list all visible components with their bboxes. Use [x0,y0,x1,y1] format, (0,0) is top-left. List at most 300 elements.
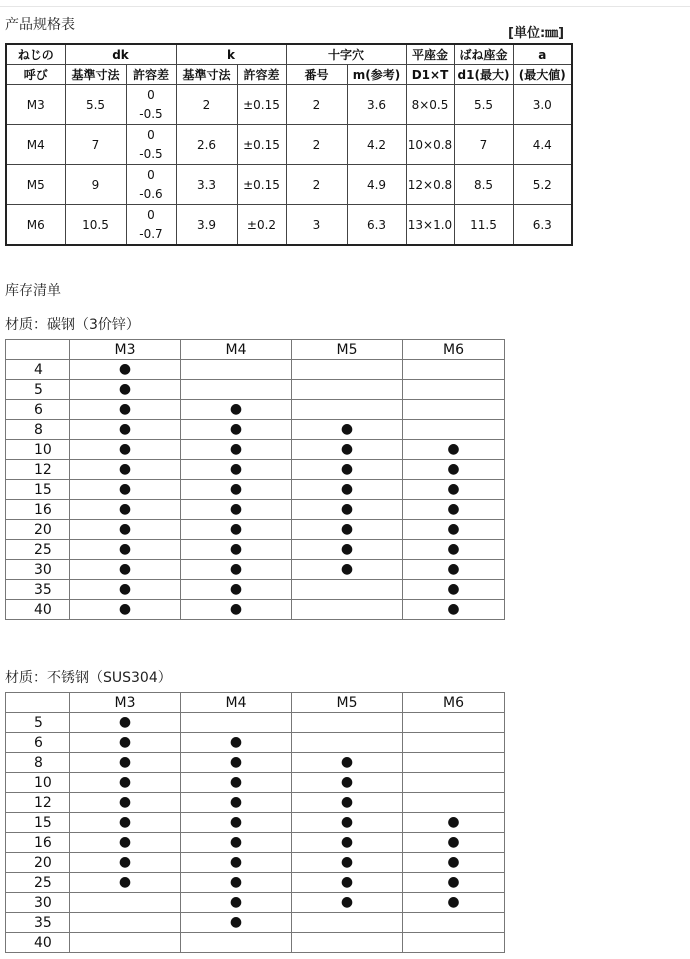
k-tolerance-cell: ±0.15 [237,85,286,125]
k-cell: 2 [176,85,237,125]
length-cell: 5 [6,713,70,733]
stock-cell [70,360,181,380]
inventory-row [6,520,505,540]
stock-cell [403,913,505,933]
stock-cell [181,520,292,540]
a-cell: 3.0 [513,85,572,125]
dk-cell: 9 [65,165,126,205]
in-stock-dot: ● [229,914,243,930]
inventory-row [6,580,505,600]
spec-header-cell: ばね座金 [454,44,513,65]
in-stock-dot: ● [447,441,460,457]
stock-cell [403,420,505,440]
in-stock-dot: ● [340,794,354,810]
recess-number-cell: 3 [286,205,347,246]
in-stock-dot: ● [229,441,243,457]
in-stock-dot: ● [340,754,354,770]
in-stock-dot: ● [229,481,243,497]
inventory-row [6,420,505,440]
spec-header-cell: 許容差 [237,65,286,85]
size-header-m6: M6 [403,340,505,360]
spec-header-cell: ねじの [6,44,65,65]
stock-cell [70,440,181,460]
in-stock-dot: ● [229,894,243,910]
recess-m-cell: 3.6 [347,85,406,125]
recess-m-cell: 4.2 [347,125,406,165]
stock-cell [70,580,181,600]
stock-cell [292,713,403,733]
spec-header-row-2 [6,65,572,85]
stainless-steel-inventory-table [5,692,505,953]
dk-tolerance-lower: -0.6 [139,186,163,201]
size-header-m3: M3 [70,340,181,360]
unit-label: [単位:㎜] [508,26,565,41]
stock-cell [403,813,505,833]
in-stock-dot: ● [447,461,460,477]
inventory-row [6,733,505,753]
stock-cell [181,480,292,500]
stock-cell [70,380,181,400]
in-stock-dot: ● [340,441,354,457]
stock-cell [403,380,505,400]
in-stock-dot: ● [229,774,243,790]
stock-cell [181,500,292,520]
stock-cell [181,380,292,400]
stock-cell [403,440,505,460]
in-stock-dot: ● [229,814,243,830]
length-cell: 10 [6,440,70,460]
inventory-row [6,500,505,520]
dk-cell: 7 [65,125,126,165]
stock-cell [292,753,403,773]
spec-title: 产品规格表 [5,17,75,33]
size-header-m5: M5 [292,340,403,360]
stock-cell [181,733,292,753]
recess-m-cell: 4.9 [347,165,406,205]
dk-tolerance-cell [126,125,176,165]
inventory-row [6,460,505,480]
stock-cell [292,793,403,813]
size-header-m4: M4 [181,693,292,713]
in-stock-dot: ● [447,561,460,577]
stock-cell [70,540,181,560]
k-tolerance-cell: ±0.15 [237,165,286,205]
stock-cell [181,400,292,420]
stock-cell [292,873,403,893]
inventory-row [6,440,505,460]
stock-cell [403,793,505,813]
stock-cell [403,733,505,753]
in-stock-dot: ● [340,561,354,577]
in-stock-dot: ● [340,541,354,557]
in-stock-dot: ● [340,854,354,870]
length-cell: 4 [6,360,70,380]
spec-header-cell: 呼び [6,65,65,85]
in-stock-dot: ● [229,421,243,437]
k-cell: 2.6 [176,125,237,165]
dk-tolerance-cell [126,85,176,125]
inventory-row [6,540,505,560]
stock-cell [403,853,505,873]
size-header-m5: M5 [292,693,403,713]
stock-cell [70,933,181,953]
stock-cell [292,580,403,600]
length-cell: 40 [6,600,70,620]
inventory-row [6,933,505,953]
length-cell: 10 [6,773,70,793]
in-stock-dot: ● [340,874,354,890]
spring-washer-cell: 8.5 [454,165,513,205]
length-cell: 30 [6,893,70,913]
a-cell: 6.3 [513,205,572,246]
dk-tolerance-lower: -0.5 [139,146,163,161]
dk-tolerance-cell [126,165,176,205]
stock-cell [403,893,505,913]
spec-header-cell: D1×T [406,65,454,85]
spring-washer-cell: 11.5 [454,205,513,246]
in-stock-dot: ● [229,754,243,770]
inventory-row [6,813,505,833]
stock-cell [292,440,403,460]
in-stock-dot: ● [229,401,243,417]
spring-washer-cell: 5.5 [454,85,513,125]
size-cell: M3 [6,85,65,125]
stock-cell [403,540,505,560]
stock-cell [70,813,181,833]
stock-cell [403,713,505,733]
top-divider [0,6,690,7]
in-stock-dot: ● [447,601,460,617]
spec-table [5,43,573,246]
stock-cell [292,773,403,793]
a-cell: 4.4 [513,125,572,165]
in-stock-dot: ● [118,834,132,850]
stock-cell [292,560,403,580]
in-stock-dot: ● [340,501,354,517]
stock-cell [292,540,403,560]
flat-washer-cell: 12×0.8 [406,165,454,205]
flat-washer-cell: 10×0.8 [406,125,454,165]
k-cell: 3.9 [176,205,237,246]
stock-cell [70,773,181,793]
spec-header-row-1 [6,44,572,65]
in-stock-dot: ● [118,481,132,497]
inventory-row [6,893,505,913]
in-stock-dot: ● [447,874,460,890]
in-stock-dot: ● [229,601,243,617]
stock-cell [70,713,181,733]
stock-cell [70,600,181,620]
stock-cell [403,520,505,540]
size-cell: M4 [6,125,65,165]
in-stock-dot: ● [118,361,132,377]
spec-row [6,165,572,205]
dk-cell: 5.5 [65,85,126,125]
stock-cell [403,400,505,420]
in-stock-dot: ● [447,521,460,537]
size-header-m3: M3 [70,693,181,713]
stock-cell [292,933,403,953]
in-stock-dot: ● [340,834,354,850]
inventory-title: 库存清单 [5,283,61,299]
in-stock-dot: ● [447,814,460,830]
stock-cell [403,933,505,953]
stock-cell [181,753,292,773]
stock-cell [181,440,292,460]
spec-row [6,205,572,246]
stock-cell [181,713,292,733]
inventory-row [6,380,505,400]
size-cell: M5 [6,165,65,205]
in-stock-dot: ● [118,714,132,730]
stock-cell [70,913,181,933]
stock-cell [181,933,292,953]
a-cell: 5.2 [513,165,572,205]
stock-cell [70,560,181,580]
stock-cell [292,913,403,933]
in-stock-dot: ● [118,401,132,417]
in-stock-dot: ● [229,734,243,750]
stock-cell [292,733,403,753]
in-stock-dot: ● [229,874,243,890]
dk-tolerance-upper: 0 [147,127,155,142]
in-stock-dot: ● [229,834,243,850]
recess-number-cell: 2 [286,85,347,125]
stock-cell [292,833,403,853]
in-stock-dot: ● [118,581,132,597]
spec-header-cell: dk [65,44,176,65]
stock-cell [403,773,505,793]
inventory-row [6,713,505,733]
stock-cell [181,813,292,833]
in-stock-dot: ● [340,814,354,830]
stock-cell [70,873,181,893]
in-stock-dot: ● [118,561,132,577]
in-stock-dot: ● [447,854,460,870]
stock-cell [403,873,505,893]
stock-cell [181,833,292,853]
in-stock-dot: ● [229,501,243,517]
stock-cell [292,853,403,873]
in-stock-dot: ● [118,814,132,830]
stock-cell [70,480,181,500]
spring-washer-cell: 7 [454,125,513,165]
k-tolerance-cell: ±0.15 [237,125,286,165]
in-stock-dot: ● [447,481,460,497]
in-stock-dot: ● [118,734,132,750]
stock-cell [292,420,403,440]
inventory-row [6,873,505,893]
dk-tolerance-upper: 0 [147,207,155,222]
inventory-header-row [6,340,505,360]
stock-cell [181,853,292,873]
spec-header-cell: m(参考) [347,65,406,85]
dk-tolerance-cell [126,205,176,246]
in-stock-dot: ● [229,561,243,577]
spec-row [6,125,572,165]
inventory-row [6,360,505,380]
inventory-row [6,400,505,420]
stainless-steel-label: 材质：不锈钢（SUS304） [5,670,172,686]
in-stock-dot: ● [118,854,132,870]
stock-cell [403,500,505,520]
in-stock-dot: ● [118,461,132,477]
length-cell: 15 [6,480,70,500]
stock-cell [181,460,292,480]
dk-tolerance-lower: -0.7 [139,226,163,241]
stock-cell [292,380,403,400]
spec-header-cell: 十字穴 [286,44,406,65]
spec-header-cell: (最大値) [513,65,572,85]
in-stock-dot: ● [229,581,243,597]
length-cell: 30 [6,560,70,580]
recess-number-cell: 2 [286,165,347,205]
stock-cell [70,893,181,913]
stock-cell [403,560,505,580]
in-stock-dot: ● [340,461,354,477]
in-stock-dot: ● [118,441,132,457]
in-stock-dot: ● [340,521,354,537]
k-tolerance-cell: ±0.2 [237,205,286,246]
stock-cell [403,600,505,620]
in-stock-dot: ● [118,774,132,790]
size-header-m4: M4 [181,340,292,360]
stock-cell [70,500,181,520]
stock-cell [70,793,181,813]
recess-m-cell: 6.3 [347,205,406,246]
in-stock-dot: ● [447,501,460,517]
length-cell: 6 [6,400,70,420]
stock-cell [403,580,505,600]
stock-cell [403,460,505,480]
size-cell: M6 [6,205,65,246]
stock-cell [70,520,181,540]
length-cell: 15 [6,813,70,833]
in-stock-dot: ● [118,421,132,437]
stock-cell [181,893,292,913]
stock-cell [181,913,292,933]
stock-cell [292,480,403,500]
in-stock-dot: ● [229,541,243,557]
stock-cell [70,460,181,480]
length-cell: 35 [6,913,70,933]
spec-header-cell: d1(最大) [454,65,513,85]
spec-header-cell: 基準寸法 [65,65,126,85]
stock-cell [403,753,505,773]
spec-header-cell: k [176,44,286,65]
stock-cell [292,520,403,540]
spec-header-cell: a [513,44,572,65]
in-stock-dot: ● [447,581,460,597]
in-stock-dot: ● [118,874,132,890]
spec-header-cell: 基準寸法 [176,65,237,85]
spec-row [6,85,572,125]
stock-cell [70,753,181,773]
flat-washer-cell: 13×1.0 [406,205,454,246]
stock-cell [403,360,505,380]
length-cell: 25 [6,540,70,560]
inventory-row [6,480,505,500]
stock-cell [181,793,292,813]
length-cell: 8 [6,420,70,440]
stock-cell [70,853,181,873]
inventory-row [6,560,505,580]
stock-cell [292,813,403,833]
inventory-row [6,853,505,873]
k-cell: 3.3 [176,165,237,205]
stock-cell [292,600,403,620]
in-stock-dot: ● [118,501,132,517]
stock-cell [70,733,181,753]
stock-cell [403,833,505,853]
in-stock-dot: ● [340,421,354,437]
recess-number-cell: 2 [286,125,347,165]
in-stock-dot: ● [118,754,132,770]
stock-cell [181,773,292,793]
in-stock-dot: ● [447,541,460,557]
in-stock-dot: ● [340,894,354,910]
spec-header-cell: 番号 [286,65,347,85]
length-cell: 6 [6,733,70,753]
dk-tolerance-lower: -0.5 [139,106,163,121]
dk-tolerance-upper: 0 [147,87,155,102]
in-stock-dot: ● [118,381,132,397]
in-stock-dot: ● [229,461,243,477]
in-stock-dot: ● [447,834,460,850]
in-stock-dot: ● [229,794,243,810]
in-stock-dot: ● [118,541,132,557]
spec-header-cell: 許容差 [126,65,176,85]
stock-cell [292,400,403,420]
flat-washer-cell: 8×0.5 [406,85,454,125]
stock-cell [292,360,403,380]
length-header-cell [6,340,70,360]
length-cell: 5 [6,380,70,400]
length-header-cell [6,693,70,713]
carbon-steel-inventory-table [5,339,505,620]
inventory-row [6,600,505,620]
length-cell: 12 [6,793,70,813]
length-cell: 8 [6,753,70,773]
stock-cell [70,400,181,420]
size-header-m6: M6 [403,693,505,713]
inventory-row [6,793,505,813]
length-cell: 20 [6,853,70,873]
in-stock-dot: ● [340,481,354,497]
in-stock-dot: ● [118,794,132,810]
stock-cell [181,360,292,380]
in-stock-dot: ● [229,521,243,537]
dk-tolerance-upper: 0 [147,167,155,182]
length-cell: 40 [6,933,70,953]
in-stock-dot: ● [447,894,460,910]
length-cell: 16 [6,500,70,520]
stock-cell [292,500,403,520]
spec-header-cell: 平座金 [406,44,454,65]
stock-cell [70,420,181,440]
dk-cell: 10.5 [65,205,126,246]
inventory-row [6,773,505,793]
stock-cell [181,873,292,893]
in-stock-dot: ● [118,521,132,537]
stock-cell [70,833,181,853]
stock-cell [292,460,403,480]
inventory-row [6,753,505,773]
length-cell: 20 [6,520,70,540]
length-cell: 12 [6,460,70,480]
in-stock-dot: ● [118,601,132,617]
stock-cell [181,420,292,440]
